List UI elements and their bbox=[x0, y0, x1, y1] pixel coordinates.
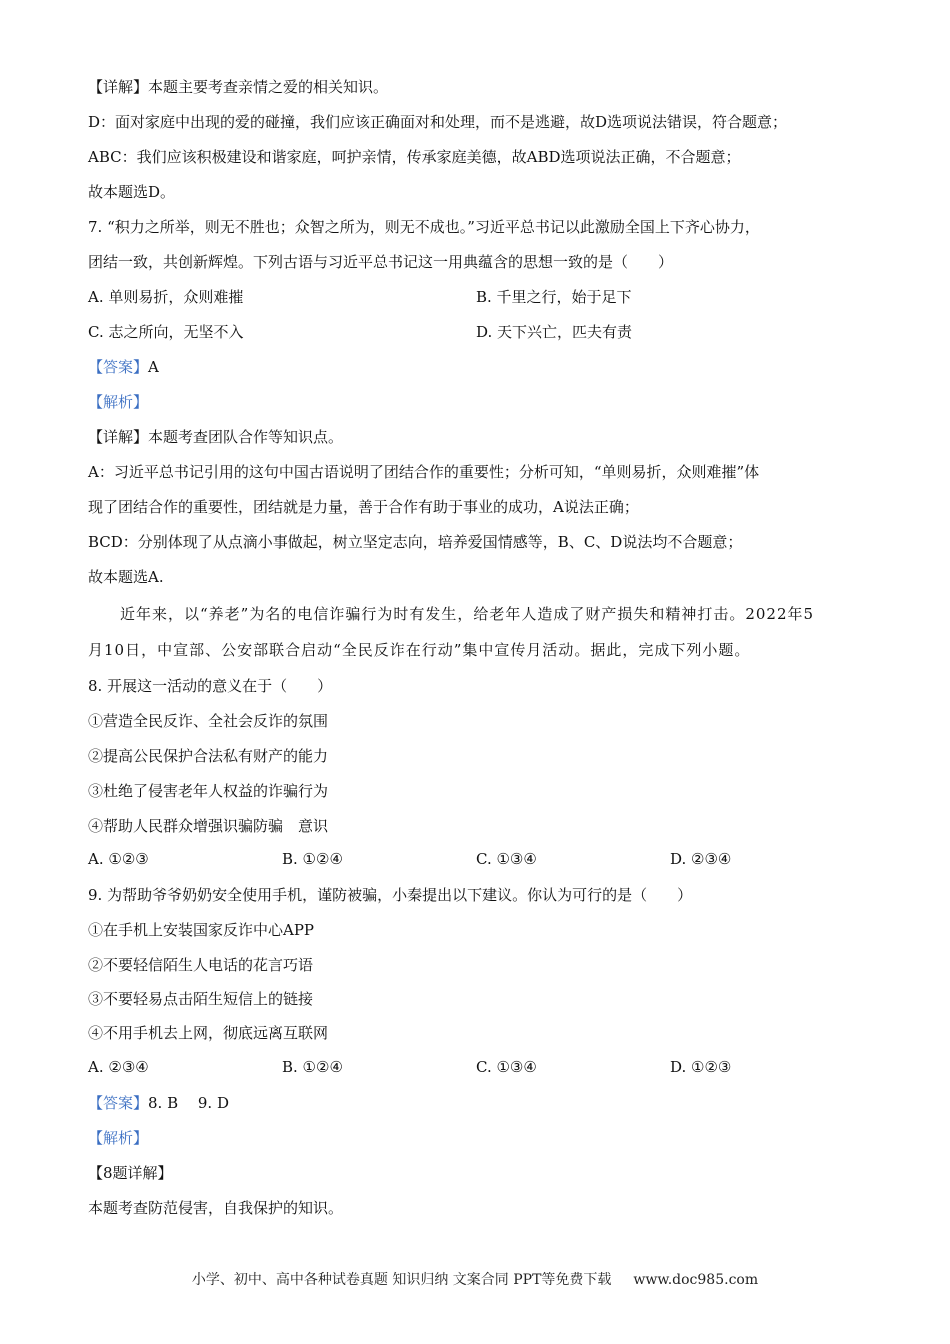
q8-detail-text: 本题考查防范侵害，自我保护的知识。 bbox=[88, 1199, 344, 1217]
q7-line-bcd: BCD：分别体现了从点滴小事做起，树立坚定志向，培养爱国情感等，B、C、D说法均不合题意； bbox=[88, 533, 743, 551]
q9-option-b: B. ①②④ bbox=[282, 1058, 343, 1076]
q9-item-2: ②不要轻信陌生人电话的花言巧语 bbox=[88, 956, 314, 974]
q6-conclusion: 故本题选D。 bbox=[88, 183, 176, 201]
detail-label: 【详解】 bbox=[88, 428, 149, 446]
q6-line-abc: ABC：我们应该积极建设和谐家庭，呵护亲情，传承家庭美德，故ABD选项说法正确，不合题意； bbox=[88, 148, 741, 166]
q9-option-d: D. ①②③ bbox=[670, 1058, 732, 1076]
detail-text: 本题考查团队合作等知识点。 bbox=[148, 428, 344, 446]
q9-item-4: ④不用手机去上网，彻底远离互联网 bbox=[88, 1024, 329, 1042]
q9-item-3: ③不要轻易点击陌生短信上的链接 bbox=[88, 990, 314, 1008]
footer-text: 小学、初中、高中各种试卷真题 知识归纳 文案合同 PPT等免费下载 bbox=[191, 1272, 612, 1288]
q89-analysis-label: 【解析】 bbox=[88, 1129, 149, 1147]
material-line2: 月10日，中宣部、公安部联合启动“全民反诈在行动”集中宣传月活动。据此，完成下列小题。 bbox=[88, 641, 751, 659]
q8-item-1: ①营造全民反诈、全社会反诈的氛围 bbox=[88, 712, 329, 730]
q8-item-4: ④帮助人民群众增强识骗防骗 意识 bbox=[88, 817, 329, 835]
q8-option-a: A. ①②③ bbox=[88, 850, 149, 868]
q7-option-a: A. 单则易折，众则难摧 bbox=[88, 288, 244, 306]
q8-stem: 8. 开展这一活动的意义在于（ ） bbox=[88, 677, 333, 695]
q6-line-d: D：面对家庭中出现的爱的碰撞，我们应该正确面对和处理，而不是逃避，故D选项说法错误，符合题意； bbox=[88, 113, 788, 131]
q7-option-d: D. 天下兴亡，匹夫有责 bbox=[476, 323, 633, 341]
answer-value: 8. B 9. D bbox=[148, 1094, 229, 1112]
q9-option-c: C. ①③④ bbox=[476, 1058, 537, 1076]
q7-line-a2: 现了团结合作的重要性，团结就是力量，善于合作有助于事业的成功，A说法正确； bbox=[88, 498, 639, 516]
material-line1: 近年来，以“养老”为名的电信诈骗行为时有发生，给老年人造成了财产损失和精神打击。2022年5 bbox=[120, 605, 815, 623]
q9-item-1: ①在手机上安装国家反诈中心APP bbox=[88, 921, 315, 939]
detail-text: 本题主要考查亲情之爱的相关知识。 bbox=[148, 78, 389, 96]
q7-option-b: B. 千里之行，始于足下 bbox=[476, 288, 632, 306]
q7-option-c: C. 志之所向，无坚不入 bbox=[88, 323, 244, 341]
footer-url[interactable]: www.doc985.com bbox=[633, 1272, 759, 1288]
answer-label: 【答案】 bbox=[88, 358, 149, 376]
q8-item-2: ②提高公民保护合法私有财产的能力 bbox=[88, 747, 329, 765]
q8-option-c: C. ①③④ bbox=[476, 850, 537, 868]
answer-value: A bbox=[148, 358, 159, 376]
q7-conclusion: 故本题选A. bbox=[88, 568, 164, 586]
q8-detail-label: 【8题详解】 bbox=[88, 1164, 173, 1182]
q7-line-a1: A：习近平总书记引用的这句中国古语说明了团结合作的重要性；分析可知，“单则易折，众则难摧”体 bbox=[88, 463, 760, 481]
q7-detail-line bbox=[88, 427, 890, 447]
answer-label: 【答案】 bbox=[88, 1094, 149, 1112]
q9-option-a: A. ②③④ bbox=[88, 1058, 149, 1076]
q6-detail-line bbox=[88, 77, 890, 97]
page-footer bbox=[0, 1270, 950, 1290]
q8-option-d: D. ②③④ bbox=[670, 850, 732, 868]
q7-options-row1 bbox=[88, 287, 890, 307]
q7-answer bbox=[88, 357, 890, 377]
q7-stem-line2: 团结一致，共创新辉煌。下列古语与习近平总书记这一用典蕴含的思想一致的是（ ） bbox=[88, 253, 674, 271]
q8-option-b: B. ①②④ bbox=[282, 850, 343, 868]
q7-options-row2 bbox=[88, 322, 890, 342]
q7-stem-line1: 7. “积力之所举，则无不胜也；众智之所为，则无不成也。”习近平总书记以此激励全国上下齐心协力， bbox=[88, 218, 760, 236]
q8-item-3: ③杜绝了侵害老年人权益的诈骗行为 bbox=[88, 782, 329, 800]
detail-label: 【详解】 bbox=[88, 78, 149, 96]
q7-analysis-label: 【解析】 bbox=[88, 393, 149, 411]
q9-stem: 9. 为帮助爷爷奶奶安全使用手机，谨防被骗，小秦提出以下建议。你认为可行的是（ ） bbox=[88, 886, 693, 904]
q89-answer bbox=[88, 1093, 890, 1113]
